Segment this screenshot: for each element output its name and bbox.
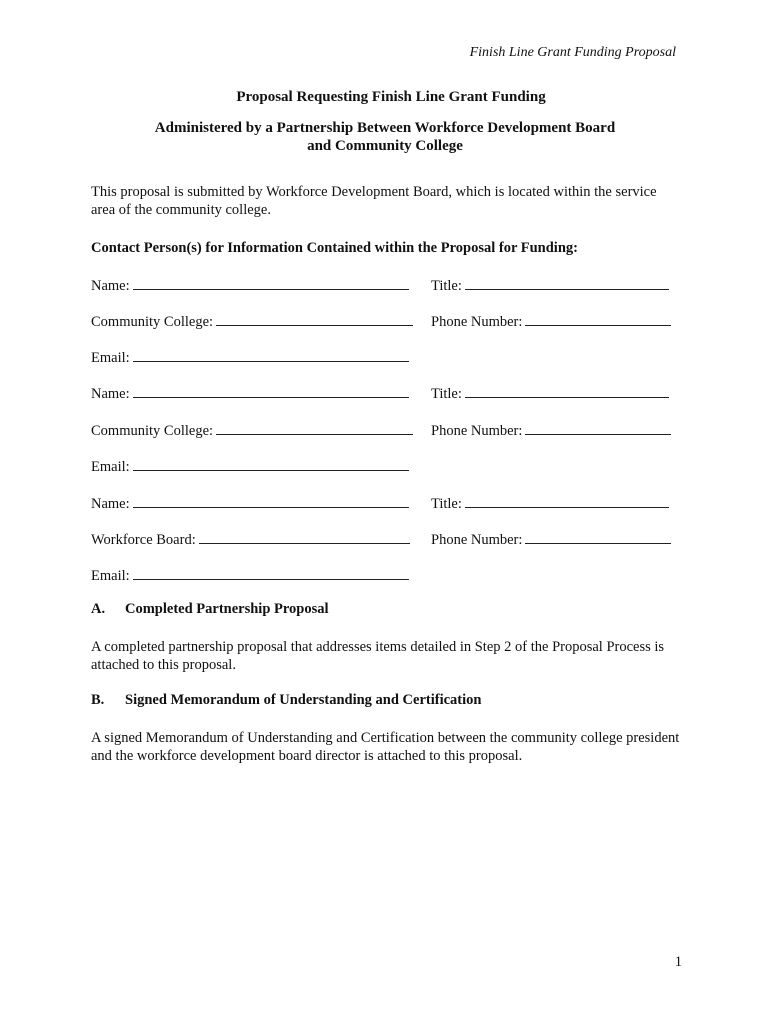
title-field-1[interactable] xyxy=(431,277,669,295)
phone-field-2[interactable] xyxy=(431,422,671,440)
email-blank[interactable] xyxy=(133,567,409,580)
section-b-title: Signed Memorandum of Understanding and Certification xyxy=(125,692,482,708)
name-field-3[interactable] xyxy=(91,495,409,513)
title-blank[interactable] xyxy=(465,495,669,508)
running-header: Finish Line Grant Funding Proposal xyxy=(469,45,676,60)
contact-heading: Contact Person(s) for Information Contained within the Proposal for Funding: xyxy=(91,240,578,256)
section-a-letter: A. xyxy=(91,601,106,617)
section-b-letter: B. xyxy=(91,692,105,708)
email-blank[interactable] xyxy=(133,458,409,471)
contact-1-row-2 xyxy=(0,313,770,333)
section-a-line-1: A completed partnership proposal that addresses items detailed in Step 2 of the Proposal Process is xyxy=(91,639,665,655)
college-blank[interactable] xyxy=(216,422,413,435)
college-label: Community College: xyxy=(91,314,214,330)
contact-1-row-3 xyxy=(0,349,770,369)
name-field-1[interactable] xyxy=(91,277,409,295)
phone-label: Phone Number: xyxy=(431,532,523,548)
title-field-2[interactable] xyxy=(431,385,669,403)
workforce-board-field-3[interactable] xyxy=(91,531,410,549)
section-b-line-1: A signed Memorandum of Understanding and Certification between the community college president xyxy=(91,730,680,746)
phone-field-3[interactable] xyxy=(431,531,671,549)
intro-line-1: This proposal is submitted by Workforce Development Board, which is located within the service xyxy=(91,184,657,200)
subtitle-line-1: Administered by a Partnership Between Workforce Development Board xyxy=(154,120,616,136)
email-field-2[interactable] xyxy=(91,458,409,476)
intro-line-2: area of the community college. xyxy=(91,202,271,218)
email-label: Email: xyxy=(91,568,130,584)
contact-3-row-3 xyxy=(0,567,770,587)
intro-paragraph xyxy=(91,183,681,219)
college-label: Community College: xyxy=(91,423,214,439)
email-field-3[interactable] xyxy=(91,567,409,585)
title-field-3[interactable] xyxy=(431,495,669,513)
phone-field-1[interactable] xyxy=(431,313,671,331)
contact-2-row-1 xyxy=(0,385,770,405)
title-label: Title: xyxy=(431,386,462,402)
contact-2-row-3 xyxy=(0,458,770,478)
section-a-title: Completed Partnership Proposal xyxy=(125,601,329,617)
name-label: Name: xyxy=(91,496,130,512)
phone-blank[interactable] xyxy=(525,313,671,326)
phone-blank[interactable] xyxy=(525,531,671,544)
college-field-1[interactable] xyxy=(91,313,413,331)
college-blank[interactable] xyxy=(216,313,413,326)
page-number: 1 xyxy=(674,954,682,970)
contact-2-row-2 xyxy=(0,422,770,442)
name-blank[interactable] xyxy=(133,277,409,290)
document-title: Proposal Requesting Finish Line Grant Funding xyxy=(236,89,546,105)
contact-3-row-1 xyxy=(0,495,770,515)
college-field-2[interactable] xyxy=(91,422,413,440)
title-blank[interactable] xyxy=(465,277,669,290)
workforce-board-blank[interactable] xyxy=(199,531,410,544)
name-blank[interactable] xyxy=(133,385,409,398)
phone-blank[interactable] xyxy=(525,422,671,435)
title-blank[interactable] xyxy=(465,385,669,398)
section-b-line-2: and the workforce development board director is attached to this proposal. xyxy=(91,748,523,764)
contact-3-row-2 xyxy=(0,531,770,551)
title-label: Title: xyxy=(431,496,462,512)
email-label: Email: xyxy=(91,350,130,366)
contact-1-row-1 xyxy=(0,277,770,297)
title-label: Title: xyxy=(431,278,462,294)
email-field-1[interactable] xyxy=(91,349,409,367)
email-blank[interactable] xyxy=(133,349,409,362)
name-label: Name: xyxy=(91,278,130,294)
section-a-paragraph xyxy=(91,638,681,674)
email-label: Email: xyxy=(91,459,130,475)
subtitle-line-2: and Community College xyxy=(307,138,463,154)
document-subtitle xyxy=(0,119,770,155)
name-field-2[interactable] xyxy=(91,385,409,403)
phone-label: Phone Number: xyxy=(431,423,523,439)
phone-label: Phone Number: xyxy=(431,314,523,330)
section-a-line-2: attached to this proposal. xyxy=(91,657,236,673)
workforce-board-label: Workforce Board: xyxy=(91,532,196,548)
name-blank[interactable] xyxy=(133,495,409,508)
name-label: Name: xyxy=(91,386,130,402)
section-b-paragraph xyxy=(91,729,681,765)
